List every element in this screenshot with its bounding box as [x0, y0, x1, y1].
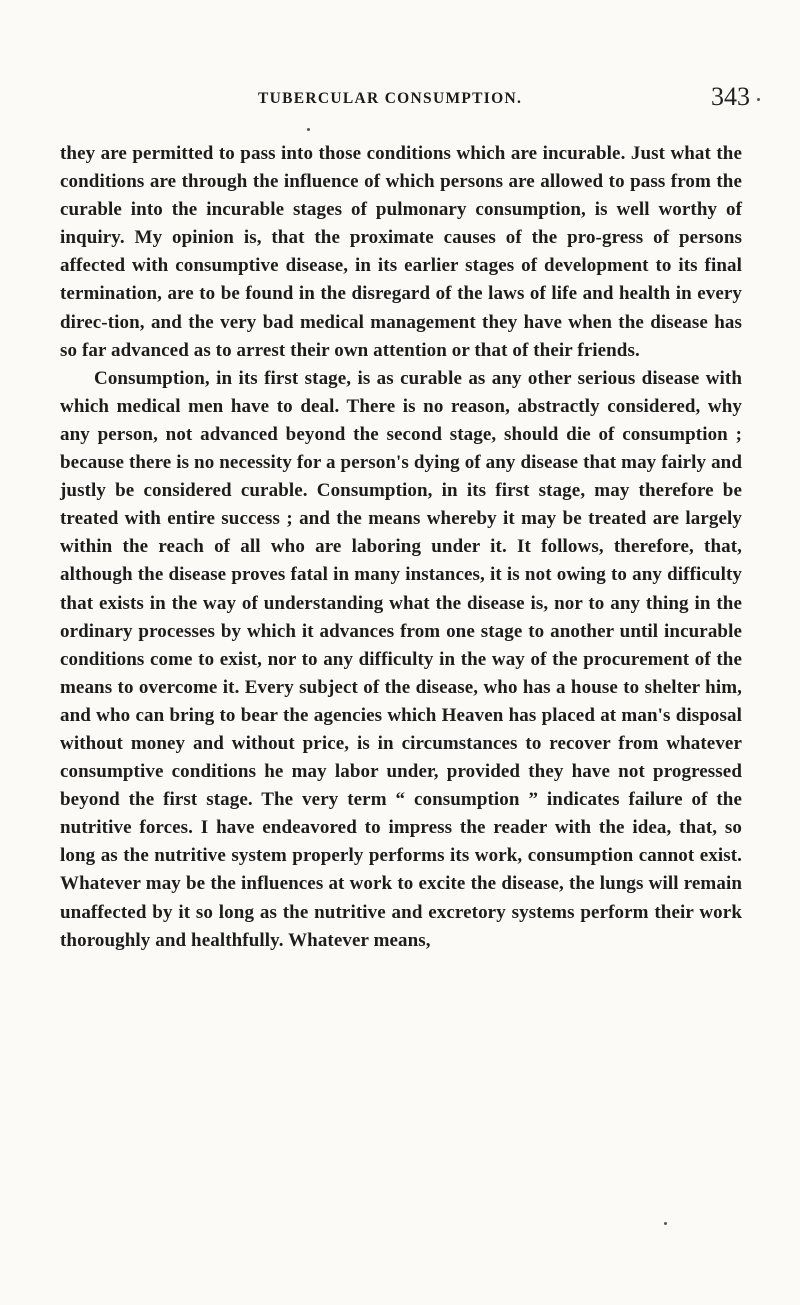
paragraph-1: they are permitted to pass into those conditions which are incurable. Just what the conditions are through the influence of which persons are allowed to pass from the curable into the incurable stages of pulmonary consumption, is well worthy of inquiry. My opinion is, that the proximate causes of the pro-gress of persons affected with consumptive disease, in its earlier stages of development to its final termination, are to be found in the disregard of the laws of life and health in every direc-tion, and the very bad medical management they have when the disease has so far advanced as to arrest their own attention or that of their friends.	[60, 143, 742, 361]
paragraph-2: Consumption, in its first stage, is as curable as any other serious disease with which medical men have to deal. There is no reason, abstractly considered, why any person, not advanced beyond the second stage, should die of consumption ; because there is no necessity for a person's dying of any disease that may fairly and justly be considered curable. Consumption, in its first stage, may therefore be treated with entire success ; and the means whereby it may be treated are largely within the reach of all who are laboring under it. It follows, therefore, that, although the disease proves fatal in many instances, it is not owing to any difficulty that exists in the way of understanding what the disease is, nor to any thing in the ordinary processes by which it advances from one stage to another until incurable conditions come to exist, nor to any difficulty in the way of the procurement of the means to overcome it. Every subject of the disease, who has a house to shelter him, and who can bring to bear the agencies which Heaven has placed at man's disposal without money and without price, is in circumstances to recover from whatever consumptive conditions he may labor under, provided they have not progressed beyond the first stage. The very term “ consumption ” indicates failure of the nutritive forces. I have endeavored to impress the reader with the idea, that, so long as the nutritive system properly performs its work, consumption cannot exist. Whatever may be the influences at work to excite the disease, the lungs will remain unaffected by it so long as the nutritive and excretory systems perform their work thoroughly and healthfully. Whatever means,	[60, 367, 742, 951]
print-speck	[664, 1222, 667, 1225]
book-page	[60, 70, 750, 1270]
body-text	[60, 140, 742, 955]
print-speck	[307, 128, 310, 131]
print-speck	[757, 98, 760, 101]
page-number: 343	[711, 82, 750, 111]
page-header	[60, 70, 750, 120]
running-head: TUBERCULAR CONSUMPTION.	[258, 90, 523, 107]
